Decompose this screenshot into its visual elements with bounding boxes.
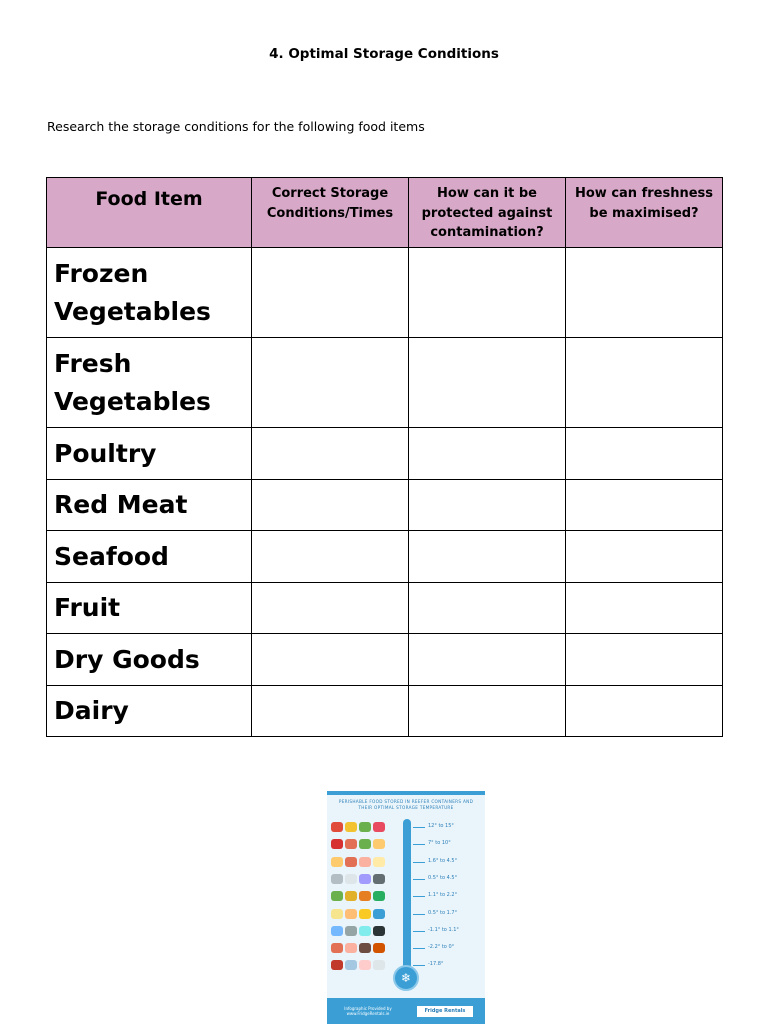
food-icon <box>359 839 371 849</box>
answer-cell[interactable] <box>409 634 566 686</box>
storage-table <box>46 177 723 737</box>
temperature-row <box>327 943 485 955</box>
answer-cell[interactable] <box>566 634 723 686</box>
table-header-row <box>47 178 723 248</box>
temperature-label: 0.5° to 1.7° <box>428 909 458 916</box>
thermometer-bulb <box>393 965 419 991</box>
answer-cell[interactable] <box>252 583 409 634</box>
temperature-label: 1.6° to 4.5° <box>428 857 458 864</box>
temperature-label: 7° to 10° <box>428 840 451 847</box>
food-item-cell: Fresh Vegetables <box>47 338 252 428</box>
temperature-row <box>327 891 485 903</box>
food-icons <box>331 943 397 955</box>
header-freshness: How can freshness be maximised? <box>566 178 723 248</box>
food-icon <box>345 909 357 919</box>
header-storage-conditions: Correct Storage Conditions/Times <box>252 178 409 248</box>
thermometer-tick <box>413 896 425 897</box>
temperature-label: 12° to 15° <box>428 823 454 829</box>
temperature-label: -2.2° to 0° <box>428 944 455 951</box>
infographic-top-bar <box>327 791 485 795</box>
food-icon <box>373 960 385 970</box>
fridge-rentals-logo: Fridge Rentals <box>417 1006 473 1017</box>
food-icons <box>331 857 397 869</box>
answer-cell[interactable] <box>252 480 409 531</box>
food-icon <box>345 943 357 953</box>
table-row <box>47 583 723 634</box>
answer-cell[interactable] <box>409 248 566 338</box>
answer-cell[interactable] <box>409 428 566 480</box>
answer-cell[interactable] <box>566 480 723 531</box>
food-icon <box>373 926 385 936</box>
infographic-footer <box>327 998 485 1024</box>
food-icons <box>331 909 397 921</box>
food-icon <box>345 926 357 936</box>
answer-cell[interactable] <box>409 480 566 531</box>
food-item-cell: Dairy <box>47 686 252 737</box>
food-icon <box>331 891 343 901</box>
answer-cell[interactable] <box>252 634 409 686</box>
infographic-credit: Infographic Provided by www.FridgeRentals.ie <box>344 1006 392 1016</box>
answer-cell[interactable] <box>566 338 723 428</box>
answer-cell[interactable] <box>566 428 723 480</box>
food-item-cell: Poultry <box>47 428 252 480</box>
food-icons <box>331 891 397 903</box>
food-icons <box>331 839 397 851</box>
food-item-cell: Dry Goods <box>47 634 252 686</box>
table-row <box>47 248 723 338</box>
food-icon <box>345 822 357 832</box>
food-icon <box>373 891 385 901</box>
temperature-label: 1.1° to 2.2° <box>428 892 458 899</box>
food-item-cell: Seafood <box>47 531 252 583</box>
thermometer-tick <box>413 914 425 915</box>
food-icon <box>331 909 343 919</box>
thermometer-tick <box>413 931 425 932</box>
answer-cell[interactable] <box>566 531 723 583</box>
food-icon <box>345 960 357 970</box>
table-row <box>47 338 723 428</box>
food-icon <box>331 943 343 953</box>
food-icon <box>373 874 385 884</box>
food-icon <box>345 891 357 901</box>
food-icon <box>359 891 371 901</box>
food-item-cell: Fruit <box>47 583 252 634</box>
temperature-label: -1.1° to 1.1° <box>428 926 459 933</box>
thermometer-tick <box>413 862 425 863</box>
temperature-row <box>327 839 485 851</box>
snowflake-icon: ❄ <box>400 971 412 985</box>
food-icons <box>331 874 397 886</box>
food-icon <box>331 960 343 970</box>
food-icon <box>359 874 371 884</box>
thermometer-tick <box>413 965 425 966</box>
food-icon <box>359 909 371 919</box>
answer-cell[interactable] <box>252 531 409 583</box>
thermometer-tick <box>413 844 425 845</box>
food-icon <box>359 943 371 953</box>
thermometer-tick <box>413 827 425 828</box>
answer-cell[interactable] <box>409 686 566 737</box>
food-icon <box>345 874 357 884</box>
table-row <box>47 531 723 583</box>
answer-cell[interactable] <box>252 686 409 737</box>
food-icon <box>373 857 385 867</box>
food-icons <box>331 926 397 938</box>
header-food-item: Food Item <box>47 178 252 248</box>
answer-cell[interactable] <box>252 248 409 338</box>
answer-cell[interactable] <box>252 428 409 480</box>
thermometer-tick <box>413 879 425 880</box>
temperature-row <box>327 874 485 886</box>
food-icon <box>331 822 343 832</box>
food-icons <box>331 960 397 972</box>
temperature-label: -17.8° <box>428 961 444 968</box>
temperature-row <box>327 909 485 921</box>
temperature-row <box>327 926 485 938</box>
food-icon <box>331 857 343 867</box>
food-icon <box>359 857 371 867</box>
infographic-heading: PERISHABLE FOOD STORED IN REEFER CONTAINERS AND THEIR OPTIMAL STORAGE TEMPERATURE <box>338 799 474 810</box>
food-icon <box>359 960 371 970</box>
food-icon <box>373 909 385 919</box>
food-icon <box>345 839 357 849</box>
answer-cell[interactable] <box>566 248 723 338</box>
intro-text: Research the storage conditions for the following food items <box>47 119 425 134</box>
food-icon <box>345 857 357 867</box>
food-icon <box>331 926 343 936</box>
food-icon <box>373 839 385 849</box>
answer-cell[interactable] <box>409 338 566 428</box>
food-icon <box>331 839 343 849</box>
table-row <box>47 686 723 737</box>
food-icon <box>331 874 343 884</box>
food-icons <box>331 822 397 834</box>
answer-cell[interactable] <box>409 531 566 583</box>
header-contamination: How can it be protected against contamination? <box>409 178 566 248</box>
table-row <box>47 634 723 686</box>
document-title: 4. Optimal Storage Conditions <box>269 46 499 62</box>
food-icon <box>373 822 385 832</box>
answer-cell[interactable] <box>409 583 566 634</box>
answer-cell[interactable] <box>252 338 409 428</box>
temperature-label: 0.5° to 4.5° <box>428 874 458 881</box>
food-icon <box>373 943 385 953</box>
answer-cell[interactable] <box>566 686 723 737</box>
food-icon <box>359 926 371 936</box>
food-item-cell: Red Meat <box>47 480 252 531</box>
table-row <box>47 428 723 480</box>
food-item-cell: Frozen Vegetables <box>47 248 252 338</box>
temperature-row <box>327 857 485 869</box>
food-icon <box>359 822 371 832</box>
answer-cell[interactable] <box>566 583 723 634</box>
table-row <box>47 480 723 531</box>
temperature-row <box>327 822 485 834</box>
thermometer-tick <box>413 948 425 949</box>
storage-temperature-infographic <box>327 791 485 1024</box>
